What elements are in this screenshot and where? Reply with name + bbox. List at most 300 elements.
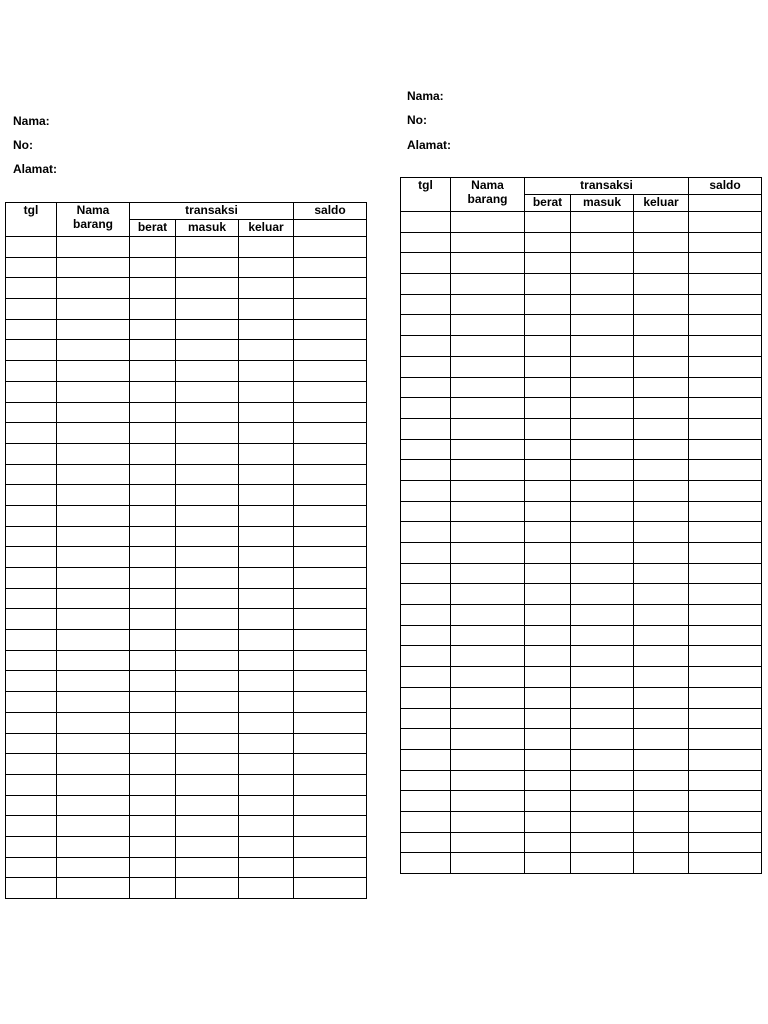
- table-cell: [294, 381, 367, 402]
- table-cell: [634, 832, 689, 853]
- table-cell: [130, 423, 176, 444]
- table-cell: [6, 361, 57, 382]
- table-cell: [634, 336, 689, 357]
- table-row: [401, 791, 762, 812]
- table-cell: [57, 505, 130, 526]
- table-cell: [130, 299, 176, 320]
- table-cell: [571, 811, 634, 832]
- table-cell: [525, 625, 571, 646]
- table-cell: [6, 526, 57, 547]
- table-cell: [571, 294, 634, 315]
- table-cell: [239, 609, 294, 630]
- table-cell: [571, 708, 634, 729]
- table-cell: [451, 811, 525, 832]
- table-cell: [239, 712, 294, 733]
- table-cell: [294, 237, 367, 258]
- table-cell: [239, 237, 294, 258]
- table-cell: [634, 315, 689, 336]
- table-cell: [294, 319, 367, 340]
- table-cell: [634, 232, 689, 253]
- table-cell: [176, 485, 239, 506]
- table-cell: [57, 361, 130, 382]
- table-cell: [689, 356, 762, 377]
- table-cell: [451, 501, 525, 522]
- table-cell: [689, 625, 762, 646]
- table-cell: [634, 274, 689, 295]
- table-cell: [6, 340, 57, 361]
- table-cell: [571, 749, 634, 770]
- table-cell: [634, 418, 689, 439]
- table-cell: [401, 770, 451, 791]
- table-cell: [401, 749, 451, 770]
- table-cell: [571, 770, 634, 791]
- table-cell: [130, 361, 176, 382]
- table-cell: [401, 687, 451, 708]
- table-cell: [689, 708, 762, 729]
- left-ledger-body: [6, 237, 367, 899]
- table-row: [401, 418, 762, 439]
- table-cell: [401, 543, 451, 564]
- table-cell: [130, 795, 176, 816]
- table-row: [401, 232, 762, 253]
- table-row: [6, 464, 367, 485]
- table-row: [6, 505, 367, 526]
- table-cell: [525, 439, 571, 460]
- left-header-out: keluar: [239, 220, 294, 237]
- table-cell: [57, 692, 130, 713]
- table-cell: [239, 836, 294, 857]
- table-cell: [689, 253, 762, 274]
- table-cell: [294, 340, 367, 361]
- table-cell: [294, 526, 367, 547]
- table-cell: [634, 605, 689, 626]
- table-cell: [6, 836, 57, 857]
- table-cell: [6, 402, 57, 423]
- table-cell: [451, 832, 525, 853]
- right-header-out: keluar: [634, 195, 689, 212]
- table-cell: [176, 836, 239, 857]
- table-cell: [689, 729, 762, 750]
- table-cell: [57, 588, 130, 609]
- table-cell: [294, 443, 367, 464]
- right-ledger-table: [400, 177, 762, 874]
- table-row: [401, 315, 762, 336]
- table-cell: [689, 336, 762, 357]
- table-cell: [130, 237, 176, 258]
- table-row: [401, 294, 762, 315]
- table-row: [401, 708, 762, 729]
- table-cell: [176, 816, 239, 837]
- table-row: [6, 526, 367, 547]
- table-cell: [176, 878, 239, 899]
- table-cell: [634, 212, 689, 233]
- table-cell: [176, 774, 239, 795]
- right-header-item-name: Nama barang: [451, 178, 525, 212]
- table-row: [6, 588, 367, 609]
- table-cell: [689, 501, 762, 522]
- table-cell: [401, 832, 451, 853]
- table-cell: [176, 340, 239, 361]
- table-cell: [571, 232, 634, 253]
- table-cell: [689, 315, 762, 336]
- table-cell: [525, 336, 571, 357]
- table-cell: [401, 522, 451, 543]
- table-row: [6, 630, 367, 651]
- left-name-label: Nama:: [13, 114, 50, 128]
- table-cell: [571, 522, 634, 543]
- table-cell: [401, 501, 451, 522]
- table-row: [401, 356, 762, 377]
- table-cell: [451, 480, 525, 501]
- table-cell: [130, 278, 176, 299]
- table-cell: [525, 543, 571, 564]
- table-cell: [571, 646, 634, 667]
- table-row: [6, 836, 367, 857]
- table-cell: [294, 774, 367, 795]
- table-cell: [689, 274, 762, 295]
- table-cell: [689, 791, 762, 812]
- table-cell: [571, 667, 634, 688]
- table-row: [6, 402, 367, 423]
- table-cell: [634, 729, 689, 750]
- table-cell: [401, 708, 451, 729]
- table-cell: [6, 381, 57, 402]
- table-row: [401, 336, 762, 357]
- table-cell: [451, 522, 525, 543]
- table-cell: [525, 791, 571, 812]
- table-cell: [634, 853, 689, 874]
- right-header-balance-blank: [689, 195, 762, 212]
- right-header-balance: saldo: [689, 178, 762, 195]
- table-cell: [634, 294, 689, 315]
- table-row: [401, 480, 762, 501]
- table-row: [401, 811, 762, 832]
- table-cell: [451, 708, 525, 729]
- table-cell: [525, 584, 571, 605]
- table-row: [401, 543, 762, 564]
- table-cell: [689, 522, 762, 543]
- table-cell: [451, 563, 525, 584]
- table-cell: [6, 816, 57, 837]
- left-no-label: No:: [13, 138, 33, 152]
- table-cell: [401, 356, 451, 377]
- table-cell: [689, 605, 762, 626]
- table-cell: [571, 584, 634, 605]
- table-cell: [57, 237, 130, 258]
- table-cell: [176, 795, 239, 816]
- right-name-label: Nama:: [407, 89, 444, 103]
- table-cell: [634, 501, 689, 522]
- table-row: [401, 522, 762, 543]
- table-cell: [130, 319, 176, 340]
- table-row: [6, 650, 367, 671]
- table-cell: [176, 733, 239, 754]
- table-cell: [294, 402, 367, 423]
- table-cell: [525, 460, 571, 481]
- table-cell: [176, 237, 239, 258]
- table-cell: [6, 319, 57, 340]
- table-cell: [294, 505, 367, 526]
- table-row: [401, 605, 762, 626]
- table-cell: [239, 774, 294, 795]
- table-cell: [176, 505, 239, 526]
- table-cell: [689, 294, 762, 315]
- table-cell: [689, 770, 762, 791]
- table-cell: [6, 443, 57, 464]
- right-address-label: Alamat:: [407, 138, 452, 152]
- table-cell: [239, 650, 294, 671]
- table-cell: [689, 377, 762, 398]
- table-cell: [294, 878, 367, 899]
- table-cell: [571, 791, 634, 812]
- table-cell: [176, 857, 239, 878]
- table-cell: [6, 630, 57, 651]
- table-cell: [689, 212, 762, 233]
- table-cell: [634, 687, 689, 708]
- table-cell: [130, 526, 176, 547]
- left-header-balance: saldo: [294, 203, 367, 220]
- table-cell: [401, 439, 451, 460]
- table-cell: [401, 274, 451, 295]
- table-cell: [239, 381, 294, 402]
- table-cell: [130, 816, 176, 837]
- table-cell: [634, 708, 689, 729]
- table-cell: [525, 646, 571, 667]
- right-header-in: masuk: [571, 195, 634, 212]
- table-row: [401, 377, 762, 398]
- table-cell: [571, 336, 634, 357]
- table-cell: [176, 650, 239, 671]
- table-row: [401, 770, 762, 791]
- table-cell: [57, 857, 130, 878]
- table-cell: [525, 832, 571, 853]
- table-cell: [451, 398, 525, 419]
- table-cell: [6, 878, 57, 899]
- table-row: [401, 563, 762, 584]
- table-cell: [239, 319, 294, 340]
- table-row: [6, 568, 367, 589]
- table-cell: [525, 749, 571, 770]
- table-cell: [6, 671, 57, 692]
- table-cell: [689, 832, 762, 853]
- table-cell: [294, 361, 367, 382]
- table-row: [6, 878, 367, 899]
- table-cell: [57, 319, 130, 340]
- table-cell: [634, 625, 689, 646]
- table-cell: [401, 667, 451, 688]
- table-cell: [294, 671, 367, 692]
- table-cell: [130, 671, 176, 692]
- table-cell: [130, 609, 176, 630]
- table-row: [401, 646, 762, 667]
- table-cell: [634, 811, 689, 832]
- left-header-in: masuk: [176, 220, 239, 237]
- right-header-weight: berat: [525, 195, 571, 212]
- table-cell: [239, 423, 294, 444]
- table-cell: [57, 650, 130, 671]
- table-cell: [401, 212, 451, 233]
- table-cell: [401, 853, 451, 874]
- table-cell: [689, 480, 762, 501]
- table-cell: [401, 418, 451, 439]
- table-cell: [634, 377, 689, 398]
- table-cell: [451, 667, 525, 688]
- table-cell: [130, 733, 176, 754]
- table-row: [6, 361, 367, 382]
- table-cell: [634, 522, 689, 543]
- table-cell: [130, 857, 176, 878]
- table-cell: [130, 588, 176, 609]
- table-cell: [525, 294, 571, 315]
- table-cell: [689, 418, 762, 439]
- table-cell: [689, 460, 762, 481]
- table-row: [6, 237, 367, 258]
- right-header-date: tgl: [401, 178, 451, 212]
- table-row: [6, 774, 367, 795]
- table-cell: [294, 423, 367, 444]
- table-cell: [57, 836, 130, 857]
- table-cell: [525, 770, 571, 791]
- table-cell: [451, 274, 525, 295]
- table-cell: [689, 232, 762, 253]
- table-cell: [451, 646, 525, 667]
- table-cell: [571, 543, 634, 564]
- table-cell: [451, 749, 525, 770]
- left-header-item-name: Nama barang: [57, 203, 130, 237]
- table-cell: [6, 588, 57, 609]
- table-cell: [57, 340, 130, 361]
- table-cell: [176, 443, 239, 464]
- table-row: [6, 733, 367, 754]
- table-cell: [401, 460, 451, 481]
- table-cell: [176, 671, 239, 692]
- table-cell: [57, 795, 130, 816]
- table-cell: [57, 733, 130, 754]
- table-cell: [239, 547, 294, 568]
- table-cell: [634, 646, 689, 667]
- table-cell: [176, 692, 239, 713]
- table-cell: [571, 377, 634, 398]
- table-cell: [571, 563, 634, 584]
- table-cell: [634, 770, 689, 791]
- table-cell: [176, 712, 239, 733]
- table-cell: [401, 811, 451, 832]
- table-cell: [130, 257, 176, 278]
- table-cell: [130, 650, 176, 671]
- table-cell: [130, 754, 176, 775]
- table-cell: [525, 480, 571, 501]
- table-cell: [239, 526, 294, 547]
- table-row: [6, 671, 367, 692]
- table-cell: [451, 853, 525, 874]
- table-cell: [176, 319, 239, 340]
- table-cell: [571, 832, 634, 853]
- table-cell: [6, 257, 57, 278]
- table-cell: [525, 729, 571, 750]
- table-cell: [57, 526, 130, 547]
- table-cell: [176, 630, 239, 651]
- table-cell: [239, 340, 294, 361]
- table-cell: [401, 336, 451, 357]
- table-cell: [6, 857, 57, 878]
- table-cell: [57, 568, 130, 589]
- table-cell: [451, 418, 525, 439]
- table-cell: [176, 299, 239, 320]
- table-cell: [525, 667, 571, 688]
- table-cell: [401, 729, 451, 750]
- table-cell: [689, 584, 762, 605]
- table-cell: [571, 253, 634, 274]
- table-cell: [176, 754, 239, 775]
- table-cell: [451, 791, 525, 812]
- table-cell: [6, 609, 57, 630]
- table-cell: [451, 625, 525, 646]
- table-cell: [176, 402, 239, 423]
- table-cell: [130, 712, 176, 733]
- table-cell: [294, 795, 367, 816]
- table-cell: [525, 563, 571, 584]
- table-cell: [57, 816, 130, 837]
- table-row: [401, 501, 762, 522]
- table-row: [401, 584, 762, 605]
- table-cell: [6, 568, 57, 589]
- table-cell: [239, 733, 294, 754]
- table-cell: [401, 377, 451, 398]
- table-cell: [294, 692, 367, 713]
- table-row: [6, 319, 367, 340]
- table-cell: [239, 630, 294, 651]
- table-cell: [294, 650, 367, 671]
- table-cell: [130, 774, 176, 795]
- right-header-transaction: transaksi: [525, 178, 689, 195]
- table-cell: [239, 464, 294, 485]
- table-cell: [130, 340, 176, 361]
- table-cell: [239, 568, 294, 589]
- table-cell: [57, 712, 130, 733]
- table-cell: [130, 443, 176, 464]
- table-cell: [525, 605, 571, 626]
- left-header-weight: berat: [130, 220, 176, 237]
- table-cell: [130, 692, 176, 713]
- table-cell: [451, 605, 525, 626]
- table-row: [6, 257, 367, 278]
- table-cell: [57, 381, 130, 402]
- table-cell: [634, 667, 689, 688]
- table-cell: [401, 480, 451, 501]
- table-cell: [57, 257, 130, 278]
- table-row: [6, 857, 367, 878]
- table-cell: [239, 754, 294, 775]
- table-cell: [176, 568, 239, 589]
- table-cell: [294, 257, 367, 278]
- table-cell: [689, 646, 762, 667]
- table-cell: [239, 278, 294, 299]
- table-cell: [130, 547, 176, 568]
- table-row: [6, 692, 367, 713]
- table-cell: [525, 853, 571, 874]
- table-cell: [634, 749, 689, 770]
- table-cell: [571, 460, 634, 481]
- table-cell: [176, 526, 239, 547]
- table-cell: [57, 278, 130, 299]
- table-cell: [57, 547, 130, 568]
- table-cell: [525, 212, 571, 233]
- table-cell: [57, 443, 130, 464]
- table-cell: [130, 568, 176, 589]
- table-cell: [525, 522, 571, 543]
- table-cell: [176, 588, 239, 609]
- table-cell: [239, 361, 294, 382]
